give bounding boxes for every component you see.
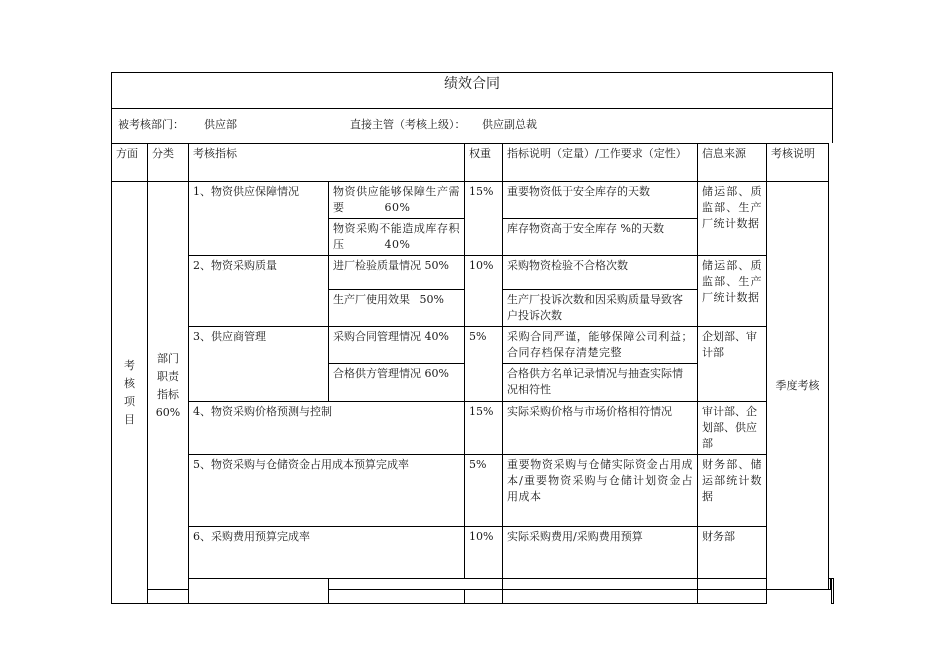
indicator-name: 5、物资采购与仓储资金占用成本预算完成率: [189, 455, 465, 527]
header-category: 分类: [148, 144, 189, 182]
description-cell: 生产厂投诉次数和因采购质量导致客户投诉次数: [503, 290, 698, 327]
indicator-name: 1、物资供应保障情况: [189, 182, 329, 256]
kpi-table: [111, 143, 834, 604]
note-cell: 季度考核: [767, 182, 829, 590]
source-cell: 财务部: [698, 527, 767, 579]
contract-header: [111, 72, 833, 143]
category-cell: [148, 182, 189, 590]
info-row: [112, 109, 832, 143]
description-cell: 重要物资低于安全库存的天数: [503, 182, 698, 219]
description-cell: 实际采购费用/采购费用预算: [503, 527, 698, 579]
header-weight: 权重: [465, 144, 503, 182]
description-cell: 库存物资高于安全库存 %的天数: [503, 219, 698, 256]
empty-row: [112, 590, 834, 604]
dept-label: 被考核部门：: [118, 118, 184, 131]
header-indicator: 考核指标: [189, 144, 465, 182]
header-row: [112, 144, 834, 182]
header-note: 考核说明: [767, 144, 829, 182]
table-row: [112, 327, 834, 364]
category-text: 部门职责指标60%: [155, 351, 181, 419]
description-cell: 合格供方名单记录情况与抽查实际情况相符性: [503, 364, 698, 402]
description-cell: 重要物资采购与仓储实际资金占用成本/重要物资采购与仓储计划资金占用成本: [503, 455, 698, 527]
sub-indicator: 物资采购不能造成库存积压 40%: [329, 219, 465, 256]
sub-indicator: 进厂检验质量情况 50%: [329, 256, 465, 290]
table-row: [112, 182, 834, 219]
header-aspect: 方面: [112, 144, 148, 182]
weight-cell: 15%: [465, 402, 503, 455]
table-row: [112, 402, 834, 455]
table-row: [112, 527, 834, 579]
source-cell: 储运部、质监部、生产厂统计数据: [698, 182, 767, 256]
sub-indicator: 物资供应能够保障生产需要 60%: [329, 182, 465, 219]
empty-row: [112, 579, 834, 590]
source-cell: 财务部、储运部统计数据: [698, 455, 767, 527]
sub-indicator: 生产厂使用效果 50%: [329, 290, 465, 327]
weight-cell: 10%: [465, 256, 503, 327]
header-source: 信息来源: [698, 144, 767, 182]
weight-cell: 10%: [465, 527, 503, 579]
table-row: [112, 455, 834, 527]
header-description: 指标说明（定量）/工作要求（定性）: [503, 144, 698, 182]
aspect-cell: [112, 182, 148, 604]
table-row: [112, 256, 834, 290]
weight-cell: 15%: [465, 182, 503, 256]
description-cell: 实际采购价格与市场价格相符情况: [503, 402, 698, 455]
description-cell: 采购合同严谨，能够保障公司利益；合同存档保存清楚完整: [503, 327, 698, 364]
page-title: 绩效合同: [112, 73, 832, 109]
source-cell: 企划部、审计部: [698, 327, 767, 402]
source-cell: 审计部、企划部、供应部: [698, 402, 767, 455]
description-cell: 采购物资检验不合格次数: [503, 256, 698, 290]
indicator-name: 4、物资采购价格预测与控制: [189, 402, 465, 455]
supervisor-value: 供应副总裁: [482, 118, 537, 131]
dept-value: 供应部: [204, 118, 237, 131]
aspect-text: 考核项目: [124, 358, 135, 426]
weight-cell: 5%: [465, 327, 503, 402]
weight-cell: 5%: [465, 455, 503, 527]
supervisor-label: 直接主管（考核上级）：: [350, 118, 466, 131]
sub-indicator: 采购合同管理情况 40%: [329, 327, 465, 364]
indicator-name: 2、物资采购质量: [189, 256, 329, 327]
contract-sheet: [111, 72, 833, 604]
source-cell: 储运部、质监部、生产厂统计数据: [698, 256, 767, 327]
sub-indicator: 合格供方管理情况 60%: [329, 364, 465, 402]
indicator-name: 3、供应商管理: [189, 327, 329, 402]
indicator-name: 6、采购费用预算完成率: [189, 527, 465, 579]
